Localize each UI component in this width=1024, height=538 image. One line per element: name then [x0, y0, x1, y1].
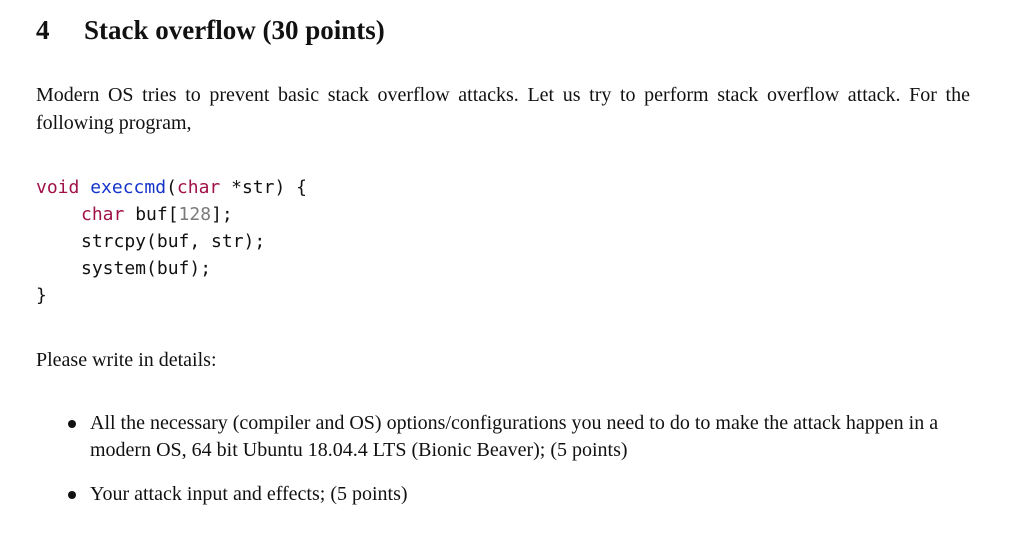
code-text: (: [166, 177, 177, 198]
task-text: Your attack input and effects; (5 points): [90, 483, 408, 505]
code-text: buf[: [124, 204, 179, 225]
code-line-strcpy: strcpy(buf, str);: [81, 231, 266, 252]
code-listing: [36, 174, 307, 309]
code-number: 128: [178, 204, 212, 225]
task-list: [66, 410, 970, 525]
bullet-icon: [68, 491, 76, 499]
code-keyword: void: [36, 177, 80, 198]
code-keyword: char: [176, 177, 221, 198]
code-line-declaration: [36, 201, 307, 228]
code-function-name: execcmd: [90, 177, 167, 198]
section-heading: [36, 12, 385, 48]
intro-paragraph: Modern OS tries to prevent basic stack overflow attacks. Let us try to perform stack overflow attack. For the following program,: [36, 84, 970, 134]
code-line-system: system(buf);: [81, 258, 212, 279]
section-number: 4: [36, 15, 50, 45]
code-line-signature: [36, 174, 307, 201]
bullet-icon: [68, 420, 76, 428]
code-text: ];: [211, 204, 233, 225]
list-item: [66, 410, 970, 464]
list-item: [66, 481, 970, 508]
task-text: All the necessary (compiler and OS) options/configurations you need to do to make the attack happen in a modern OS, 64 bit Ubuntu 18.04.4 LTS (Bionic Beaver); (5 points): [90, 412, 939, 461]
code-text: *str) {: [220, 177, 307, 198]
section-title: Stack overflow (30 points): [84, 15, 385, 45]
code-keyword: char: [81, 204, 125, 225]
code-line-close-brace: }: [36, 285, 47, 306]
prompt-text: Please write in details:: [36, 349, 217, 371]
